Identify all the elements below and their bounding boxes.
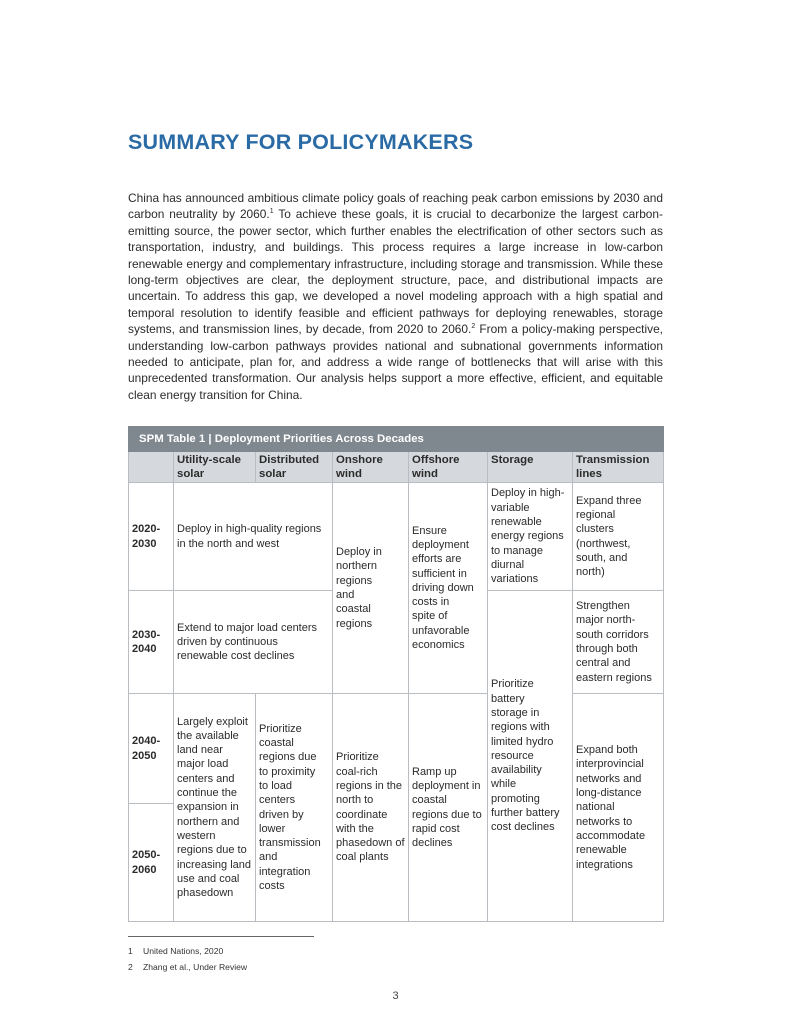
footnote-number: 2 [128, 962, 133, 972]
table-title: SPM Table 1 | Deployment Priorities Across Decades [129, 427, 664, 452]
period-2040-2050: 2040-2050 [129, 694, 174, 804]
paragraph-part-3: From a policy-making perspective, understanding low-carbon pathways provides national and subnational governments information needed to anticipate, plan for, and address a wide range of bottlenecks that will arise with this unprecedented transformation. Our analysis helps support a more effective, efficient, and equitable clean energy transition for China. [128, 322, 663, 402]
storage-2020-2030: Deploy in high-variable renewable energy regions to manage diurnal variations [488, 483, 573, 591]
header-transmission: Transmission lines [573, 452, 664, 483]
header-storage: Storage [488, 452, 573, 483]
header-distributed-solar: Distributed solar [256, 452, 333, 483]
footnote-text: United Nations, 2020 [143, 946, 224, 956]
header-onshore-wind: Onshore wind [333, 452, 409, 483]
footnote-2 [128, 959, 247, 975]
footnotes [128, 943, 247, 975]
page-number: 3 [392, 990, 399, 1002]
solar-2030-2040: Extend to major load centers driven by continuous renewable cost declines [174, 591, 333, 694]
period-2030-2040: 2030-2040 [129, 591, 174, 694]
period-2020-2030: 2020-2030 [129, 483, 174, 591]
footnote-ref-1[interactable]: 1 [269, 208, 274, 216]
summary-paragraph [128, 190, 663, 403]
header-offshore-wind: Offshore wind [409, 452, 488, 483]
transmission-2020-2030: Expand three regional clusters (northwest, south, and north) [573, 483, 664, 591]
distributed-solar-2040-2060: Prioritize coastal regions due to proximity to load centers driven by lower transmission and integration costs [256, 694, 333, 922]
solar-2020-2030: Deploy in high-quality regions in the north and west [174, 483, 333, 591]
footnote-divider [128, 936, 314, 937]
footnote-number: 1 [128, 946, 133, 956]
footnote-1 [128, 943, 247, 959]
footnote-ref-2[interactable]: 2 [471, 323, 476, 331]
transmission-2030-2040: Strengthen major north-south corridors through both central and eastern regions [573, 591, 664, 694]
onshore-2020-2040: Deploy in northern regions and coastal regions [333, 483, 409, 694]
footnote-text: Zhang et al., Under Review [143, 962, 248, 972]
offshore-2020-2040: Ensure deployment efforts are sufficient in driving down costs in spite of unfavorable economics [409, 483, 488, 694]
paragraph-part-1: China has announced ambitious climate policy goals of reaching peak carbon emissions by 2030 and carbon neutrality by 2060. [128, 191, 663, 222]
transmission-2040-2060: Expand both interprovincial networks and long-distance national networks to accommodate renewable integrations [573, 694, 664, 922]
offshore-2040-2060: Ramp up deployment in coastal regions due to rapid cost declines [409, 694, 488, 922]
paragraph-part-2: To achieve these goals, it is crucial to decarbonize the largest carbon-emitting source, the power sector, which further enables the electrification of other sectors such as transportation, industry, and buildings. This process requires a large increase in low-carbon renewable energy and complementary infrastructure, including storage and transmission. While these long-term objectives are clear, the deployment structure, pace, and distributional impacts are uncertain. To address this gap, we developed a novel modeling approach with a high spatial and temporal resolution to identify feasible and efficient pathways for deploying renewables, storage systems, and transmission lines, by decade, from 2020 to 2060. [128, 207, 663, 337]
onshore-2040-2060: Prioritize coal-rich regions in the north to coordinate with the phasedown of coal plants [333, 694, 409, 922]
header-blank [129, 452, 174, 483]
deployment-priorities-table [128, 426, 664, 922]
page-heading: SUMMARY FOR POLICYMAKERS [128, 130, 474, 154]
header-utility-solar: Utility-scale solar [174, 452, 256, 483]
utility-solar-2040-2060: Largely exploit the available land near major load centers and continue the expansion in northern and western regions due to increasing land use and coal phasedown [174, 694, 256, 922]
period-2050-2060: 2050-2060 [129, 804, 174, 922]
storage-2030-2060: Prioritize battery storage in regions with limited hydro resource availability while promoting further battery cost declines [488, 591, 573, 922]
